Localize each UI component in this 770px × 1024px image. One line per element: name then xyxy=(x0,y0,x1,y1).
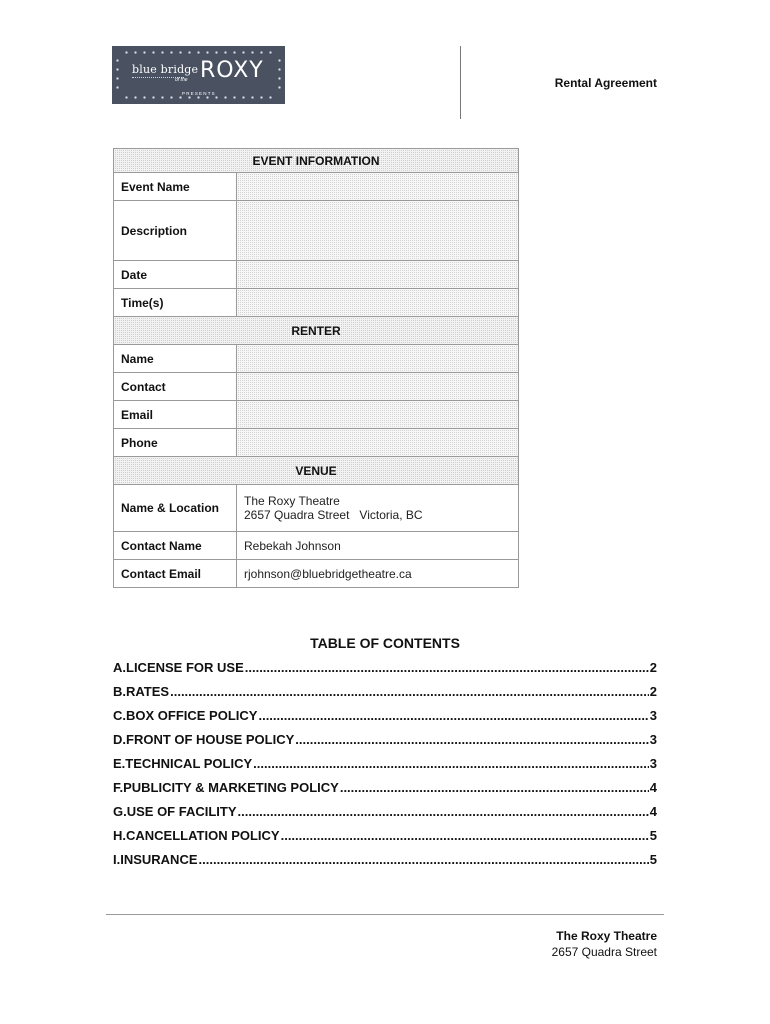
footer-divider xyxy=(106,914,664,915)
logo-dot-border-right xyxy=(278,56,281,94)
venue-name-location-value xyxy=(237,485,519,532)
footer-venue-name: The Roxy Theatre xyxy=(556,929,657,943)
section-heading: EVENT INFORMATION xyxy=(114,149,519,173)
toc-item-text: A.LICENSE FOR USE xyxy=(113,660,244,675)
date-field[interactable] xyxy=(237,261,519,289)
venue-name: The Roxy Theatre xyxy=(244,494,340,508)
toc-page-number: 4 xyxy=(649,780,657,795)
logo-dot-border-bottom xyxy=(122,96,275,99)
toc-leader xyxy=(253,752,649,776)
document-title: Rental Agreement xyxy=(554,76,657,90)
toc-page-number: 3 xyxy=(649,756,657,771)
toc-leader xyxy=(258,704,648,728)
logo-text-of: of the xyxy=(175,77,188,83)
toc-item-text: C.BOX OFFICE POLICY xyxy=(113,708,258,723)
field-label: Contact xyxy=(114,373,237,401)
renter-email-field[interactable] xyxy=(237,401,519,429)
toc-page-number: 3 xyxy=(649,732,657,747)
toc-item[interactable] xyxy=(113,752,657,776)
toc-title: TABLE OF CONTENTS xyxy=(310,635,460,651)
times-field[interactable] xyxy=(237,289,519,317)
toc-page-number: 3 xyxy=(649,708,657,723)
toc-item[interactable] xyxy=(113,800,657,824)
toc-item[interactable] xyxy=(113,704,657,728)
renter-phone-field[interactable] xyxy=(237,429,519,457)
field-label: Date xyxy=(114,261,237,289)
table-row-renter-name xyxy=(114,345,519,373)
toc-leader xyxy=(170,680,649,704)
toc-item[interactable] xyxy=(113,656,657,680)
toc-leader xyxy=(340,776,649,800)
toc-leader xyxy=(281,824,649,848)
blue-bridge-roxy-logo xyxy=(112,46,285,104)
table-row-renter-phone xyxy=(114,429,519,457)
toc-item[interactable] xyxy=(113,776,657,800)
toc-leader xyxy=(199,848,649,872)
toc-item[interactable] xyxy=(113,824,657,848)
toc-item[interactable] xyxy=(113,728,657,752)
contact-email-value: rjohnson@bluebridgetheatre.ca xyxy=(237,560,519,588)
table-row-event-name xyxy=(114,173,519,201)
renter-contact-field[interactable] xyxy=(237,373,519,401)
table-row-contact-email xyxy=(114,560,519,588)
field-label: Name & Location xyxy=(114,485,237,532)
contact-name-value: Rebekah Johnson xyxy=(237,532,519,560)
logo-text-blue-bridge: blue bridge xyxy=(132,63,199,76)
toc-item-text: F.PUBLICITY & MARKETING POLICY xyxy=(113,780,339,795)
toc-item[interactable] xyxy=(113,680,657,704)
section-heading: RENTER xyxy=(114,317,519,345)
logo-text-presents: PRESENTS xyxy=(182,91,216,96)
field-label: Phone xyxy=(114,429,237,457)
toc-item-text: I.INSURANCE xyxy=(113,852,198,867)
logo-dot-border-left xyxy=(116,56,119,94)
field-label: Name xyxy=(114,345,237,373)
toc-item-text: G.USE OF FACILITY xyxy=(113,804,237,819)
toc-item-text: B.RATES xyxy=(113,684,170,699)
toc-leader xyxy=(295,728,648,752)
table-row-venue-name-location xyxy=(114,485,519,532)
table-row-renter-contact xyxy=(114,373,519,401)
renter-name-field[interactable] xyxy=(237,345,519,373)
rental-info-table xyxy=(113,148,519,588)
table-row-times xyxy=(114,289,519,317)
section-header-renter xyxy=(114,317,519,345)
field-label: Time(s) xyxy=(114,289,237,317)
toc-page-number: 2 xyxy=(649,660,657,675)
toc-page-number: 5 xyxy=(649,852,657,867)
field-label: Contact Name xyxy=(114,532,237,560)
section-header-event-information xyxy=(114,149,519,173)
header-divider xyxy=(460,46,461,119)
toc-leader xyxy=(238,800,649,824)
toc-page-number: 2 xyxy=(649,684,657,699)
toc-item-text: E.TECHNICAL POLICY xyxy=(113,756,253,771)
field-label: Description xyxy=(114,201,237,261)
toc-leader xyxy=(245,656,649,680)
toc-item-text: H.CANCELLATION POLICY xyxy=(113,828,280,843)
toc-item-text: D.FRONT OF HOUSE POLICY xyxy=(113,732,295,747)
event-name-field[interactable] xyxy=(237,173,519,201)
field-label: Event Name xyxy=(114,173,237,201)
table-row-contact-name xyxy=(114,532,519,560)
section-heading: VENUE xyxy=(114,457,519,485)
section-header-venue xyxy=(114,457,519,485)
venue-address: 2657 Quadra Street Victoria, BC xyxy=(244,508,423,522)
field-label: Contact Email xyxy=(114,560,237,588)
field-label: Email xyxy=(114,401,237,429)
table-of-contents xyxy=(113,656,657,872)
logo-dot-border-top xyxy=(122,51,275,54)
table-row-renter-email xyxy=(114,401,519,429)
footer-venue-address: 2657 Quadra Street xyxy=(551,945,657,959)
table-row-description xyxy=(114,201,519,261)
toc-page-number: 5 xyxy=(649,828,657,843)
table-row-date xyxy=(114,261,519,289)
toc-page-number: 4 xyxy=(649,804,657,819)
toc-item[interactable] xyxy=(113,848,657,872)
logo-text-roxy: ROXY xyxy=(200,58,264,83)
description-field[interactable] xyxy=(237,201,519,261)
